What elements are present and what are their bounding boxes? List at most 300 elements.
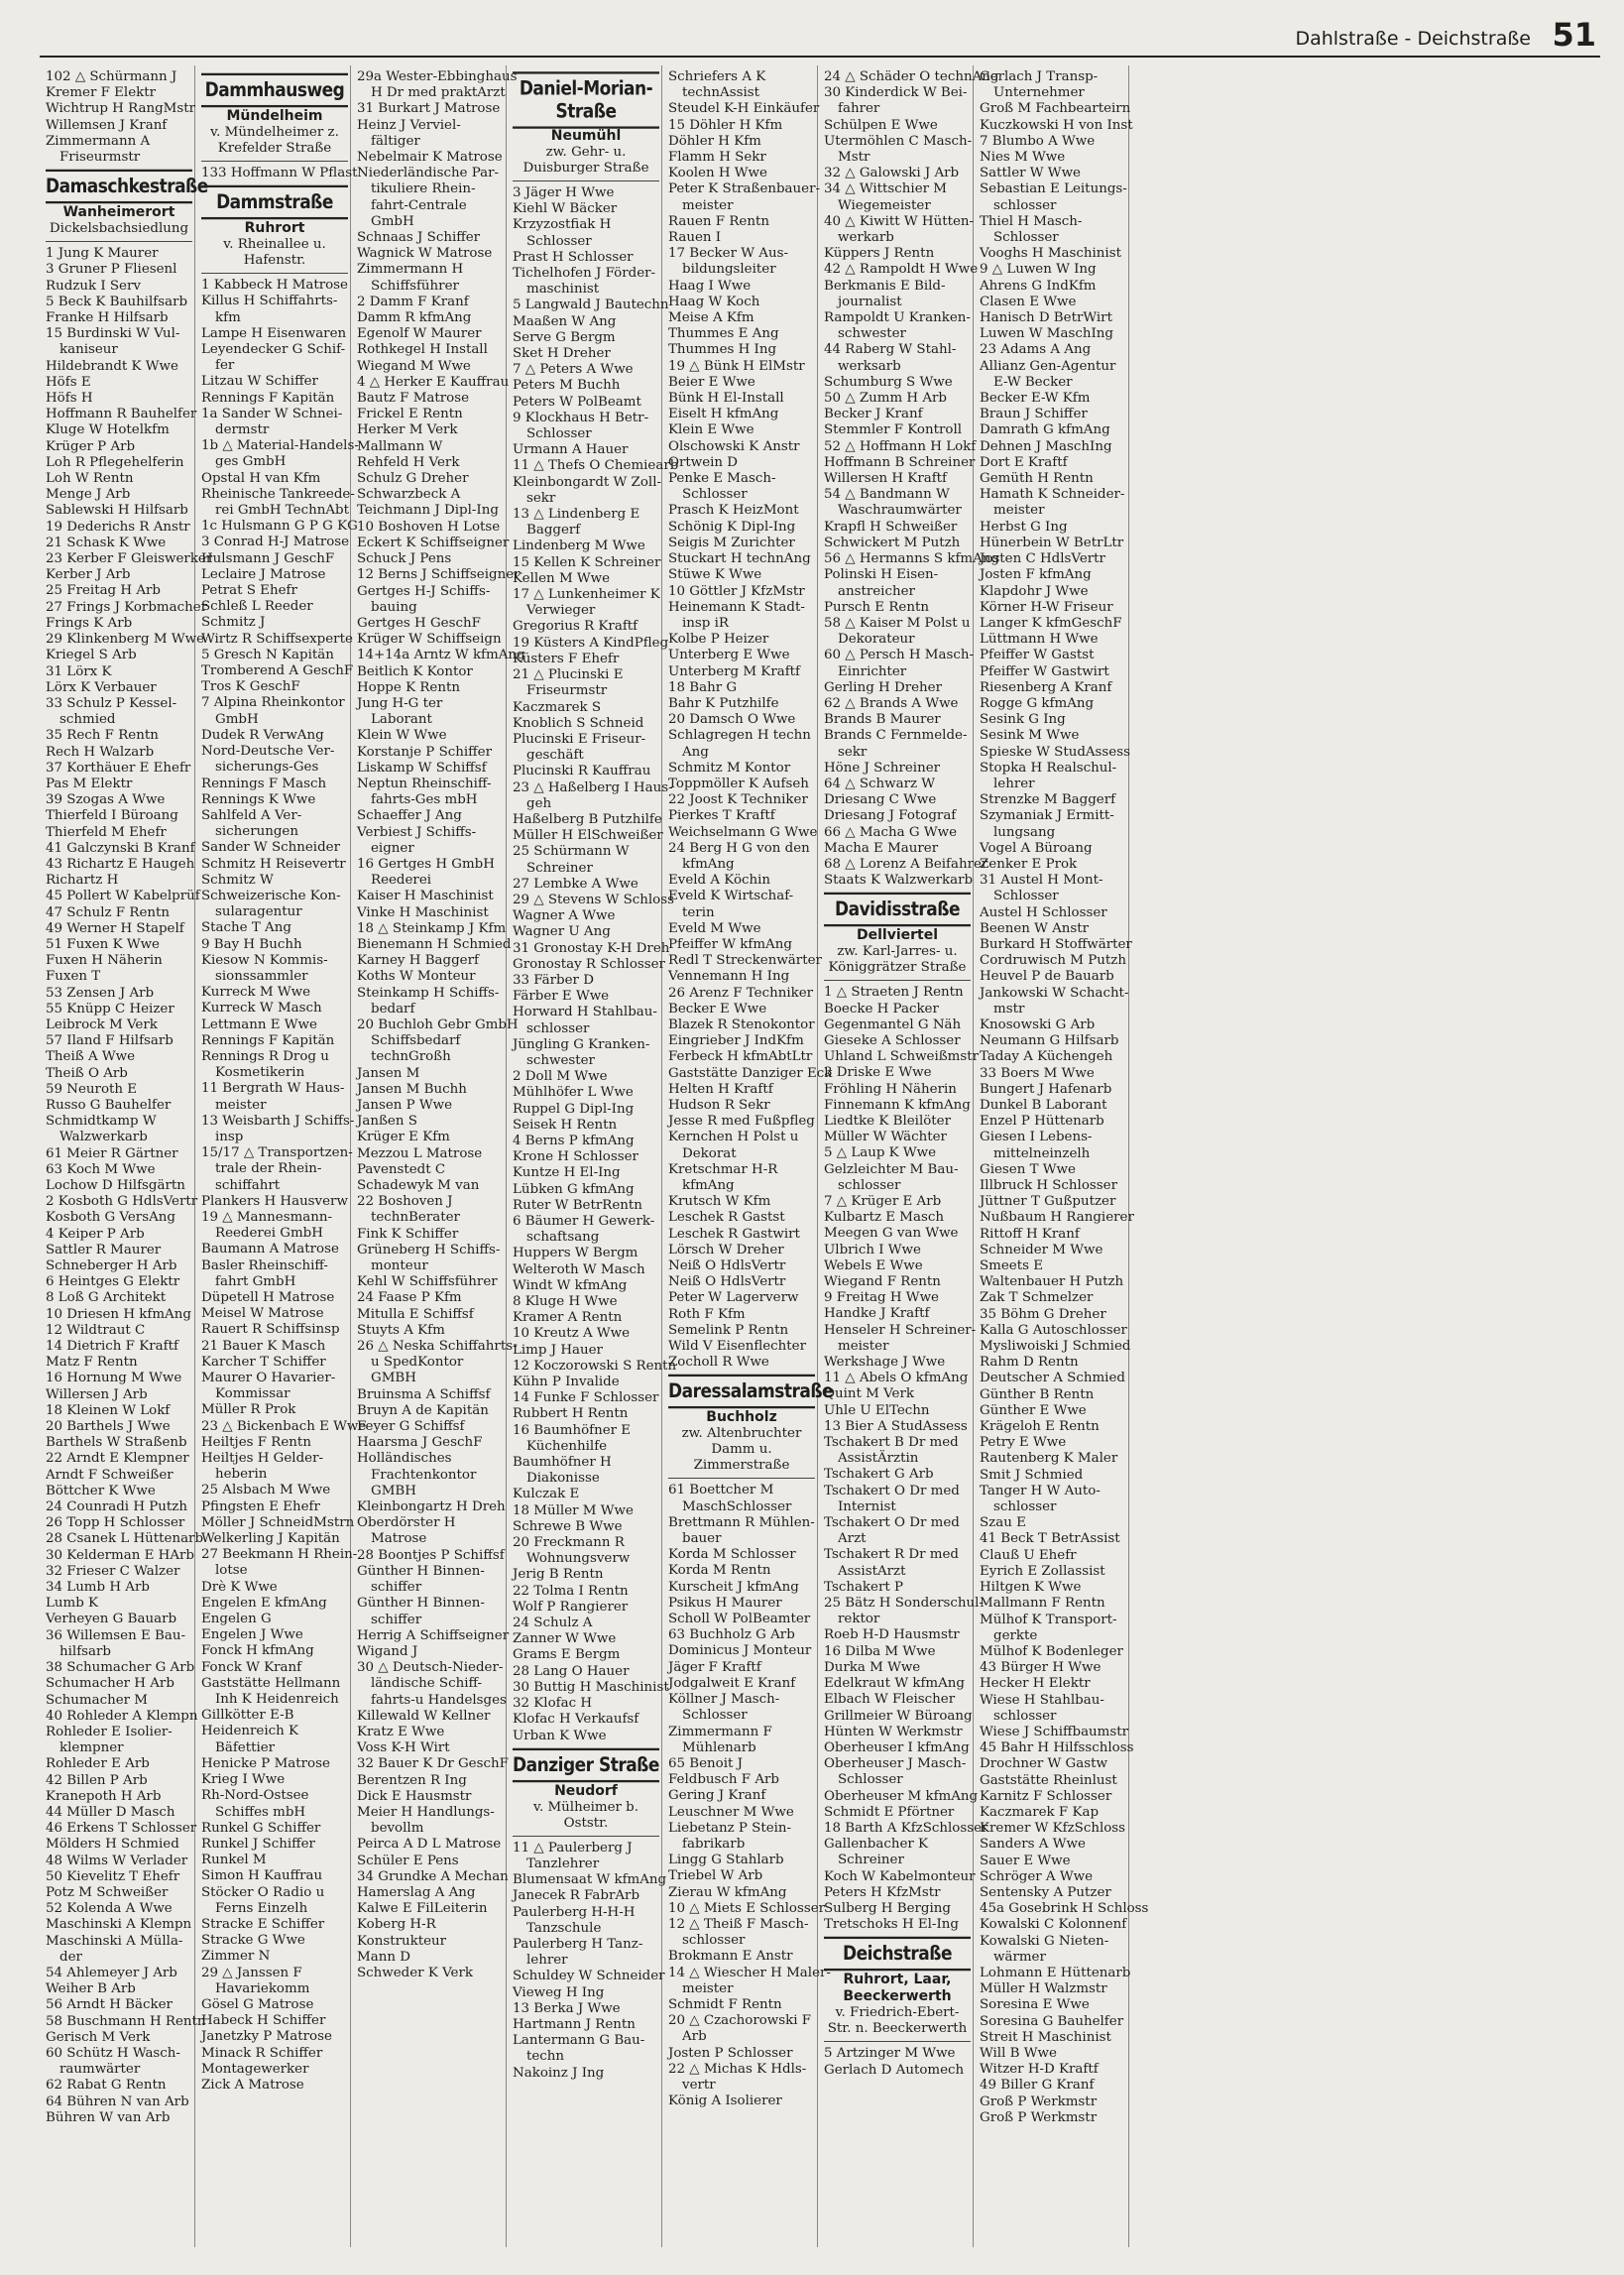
resident-entry: Thiel H Masch-	[980, 213, 1083, 229]
resident-entry: Hoffmann B Schreiner	[824, 454, 976, 470]
resident-entry: Peters H KfzMstr	[824, 1884, 941, 1900]
entry-continuation: Arb	[682, 2029, 707, 2045]
resident-entry: 11 △ Abels O kfmAng	[824, 1371, 969, 1386]
resident-entry: Ortwein D	[668, 454, 739, 470]
column-3	[351, 65, 525, 2247]
resident-entry: Peirca A D L Matrose	[357, 1837, 502, 1853]
resident-entry: Schadewyk M van	[357, 1178, 480, 1194]
resident-entry: Gerisch M Verk	[46, 2029, 151, 2045]
entry-continuation: schiffer	[371, 1580, 422, 1596]
resident-entry: Strenzke M Baggerf	[980, 792, 1116, 808]
entry-continuation: meister	[215, 1097, 267, 1113]
entry-continuation: Schlosser	[682, 1708, 748, 1724]
entry-continuation: GMBH	[371, 1483, 416, 1498]
resident-entry: 30 Kinderdick W Bei-	[824, 85, 968, 101]
resident-entry: 25 Freitag H Arb	[46, 583, 161, 599]
resident-entry: Willemsen J Kranf	[46, 117, 168, 133]
resident-entry: 43 Bürger H Wwe	[980, 1660, 1102, 1676]
resident-entry: Liskamp W Schiffsf	[357, 760, 487, 776]
resident-entry: Pas M Elektr	[46, 776, 133, 791]
entry-continuation: rei GmbH TechnAbt	[215, 503, 349, 519]
resident-entry: Schmitz W	[201, 872, 274, 888]
resident-entry: Welkerling J Kapitän	[201, 1531, 340, 1547]
resident-entry: Peters W PolBeamt	[513, 394, 641, 410]
resident-entry: Gronostay R Schlosser	[513, 956, 665, 972]
resident-entry: 19 △ Mannesmann-	[201, 1209, 333, 1225]
resident-entry: Mysliwoiski J Schmied	[980, 1339, 1131, 1355]
entry-continuation: Schlosser	[682, 487, 748, 503]
resident-entry: Rennings F Masch	[201, 776, 327, 791]
resident-entry: Sattler R Maurer	[46, 1242, 162, 1257]
resident-entry: 33 Färber D	[513, 972, 594, 988]
resident-entry: 25 Bätz H Sonderschul-	[824, 1596, 984, 1612]
entry-continuation: mstr	[993, 1001, 1025, 1017]
resident-entry: 31 Gronostay K-H Dreh	[513, 940, 670, 956]
resident-entry: Kiehl W Bäcker	[513, 201, 618, 217]
resident-entry: Hanisch D BetrWirt	[980, 310, 1112, 326]
resident-entry: Sahlfeld A Ver-	[201, 807, 302, 823]
entry-continuation: Verwieger	[526, 603, 596, 619]
resident-entry: Kremer W KfzSchloss	[980, 1821, 1126, 1837]
resident-entry: Eveld M Wwe	[668, 920, 761, 936]
resident-entry: 16 Hornung M Wwe	[46, 1371, 182, 1386]
resident-entry: Janßen S	[357, 1114, 417, 1130]
resident-entry: Feyer G Schiffsf	[357, 1419, 465, 1435]
resident-entry: 7 Alpina Rheinkontor	[201, 695, 345, 711]
resident-entry: 16 Dilba M Wwe	[824, 1643, 936, 1659]
resident-entry: Rittoff H Kranf	[980, 1226, 1080, 1242]
entry-continuation: lungsang	[993, 824, 1056, 840]
resident-entry: 24 Schulz A	[513, 1616, 593, 1631]
resident-entry: Wirtz R Schiffsexperte	[201, 631, 353, 647]
resident-entry: Janetzky P Matrose	[201, 2029, 332, 2045]
column-6	[818, 65, 999, 2247]
resident-entry: Josten P Schlosser	[668, 2045, 793, 2061]
resident-entry: Korstanje P Schiffer	[357, 744, 492, 760]
resident-entry: 27 Beekmann H Rhein-	[201, 1547, 358, 1563]
resident-entry: Gegenmantel G Näh	[824, 1017, 962, 1032]
resident-entry: Küsters F Ehefr	[513, 651, 620, 666]
resident-entry: Lochow D Hilfsgärtn	[46, 1178, 185, 1193]
resident-entry: Nebelmair K Matrose	[357, 150, 503, 166]
resident-entry: Stache T Ang	[201, 920, 291, 936]
resident-entry: Schneberger H Arb	[46, 1258, 177, 1274]
resident-entry: Schweder K Verk	[357, 1965, 473, 1980]
resident-entry: Leschek R Gastwirt	[668, 1226, 800, 1242]
resident-entry: Clauß U Ehefr	[980, 1547, 1077, 1563]
resident-entry: 8 Loß G Architekt	[46, 1290, 167, 1306]
resident-entry: Polinski H Eisen-	[824, 567, 939, 583]
resident-entry: Gering J Kranf	[668, 1788, 766, 1804]
entry-continuation: technBerater	[371, 1210, 460, 1226]
resident-entry: Wagner U Ang	[513, 924, 611, 940]
entry-continuation: Schiffes mbH	[215, 1804, 306, 1820]
resident-entry: Günther E Wwe	[980, 1402, 1087, 1418]
resident-entry: Kuczkowski H von Inst	[980, 117, 1133, 133]
resident-entry: Steudel K-H Einkäufer	[668, 101, 820, 117]
resident-entry: Dick E Hausmstr	[357, 1788, 472, 1804]
resident-entry: Lampe H Eisenwaren	[201, 325, 347, 341]
resident-entry: Stracke E Schiffer	[201, 1916, 325, 1932]
resident-entry: 52 △ Hoffmann H Lokf	[824, 438, 977, 454]
resident-entry: Fonck W Kranf	[201, 1659, 302, 1675]
column-8	[1129, 65, 1285, 2247]
resident-entry: Heidenreich K	[201, 1724, 298, 1739]
entry-continuation: Schlosser	[993, 889, 1059, 904]
resident-entry: Müller R Prok	[201, 1402, 296, 1418]
resident-entry: 51 Fuxen K Wwe	[46, 936, 160, 952]
resident-entry: 33 Boers M Wwe	[980, 1065, 1095, 1081]
resident-entry: Gerlach J Transp-	[980, 69, 1099, 84]
resident-entry: Eveld A Köchin	[668, 873, 771, 889]
resident-entry: 59 Neuroth E	[46, 1081, 138, 1097]
resident-entry: Heuvel P de Bauarb	[980, 969, 1114, 985]
resident-entry: Mölders H Schmied	[46, 1837, 179, 1853]
resident-entry: Kriegel S Arb	[46, 648, 137, 663]
resident-entry: 17 Becker W Aus-	[668, 246, 788, 262]
entry-continuation: Internist	[838, 1498, 896, 1514]
resident-entry: 9 Freitag H Wwe	[824, 1290, 939, 1306]
street-description: zw. Gehr- u. Duisburger Straße	[513, 145, 659, 181]
resident-entry: Austel H Schlosser	[980, 904, 1107, 920]
resident-entry: 13 △ Lindenberg E	[513, 507, 640, 523]
resident-entry: Utermöhlen C Masch-	[824, 133, 973, 149]
entry-continuation: bauing	[371, 599, 417, 615]
resident-entry: Giesen I Lebens-	[980, 1130, 1093, 1145]
resident-entry: Zocholl R Wwe	[668, 1355, 769, 1371]
entry-continuation: fahrt-Centrale	[371, 197, 467, 213]
resident-entry: Bruinsma A Schiffsf	[357, 1386, 491, 1402]
resident-entry: Schneider M Wwe	[980, 1242, 1103, 1257]
resident-entry: Müller H Walzmstr	[980, 1981, 1107, 1997]
resident-entry: 6 Bäumer H Gewerk-	[513, 1214, 655, 1229]
resident-entry: Plankers H Hausverw	[201, 1193, 348, 1209]
resident-entry: Schrewe B Wwe	[513, 1518, 623, 1534]
district-name: Mündelheim	[226, 108, 323, 124]
entry-continuation: Reederei GmbH	[215, 1226, 323, 1242]
street-description: zw. Karl-Jarres- u. Königgrätzer Straße	[824, 944, 971, 981]
resident-entry: Koberg H-R	[357, 1917, 436, 1933]
resident-entry: 24 Berg H G von den	[668, 840, 810, 856]
resident-entry: 64 Bühren N van Arb	[46, 2094, 189, 2109]
entry-continuation: schwester	[526, 1052, 595, 1068]
resident-entry: Szymaniak J Ermitt-	[980, 808, 1114, 824]
resident-entry: Unterberg M Kraftf	[668, 663, 800, 679]
resident-entry: Basler Rheinschiff-	[201, 1257, 328, 1273]
resident-entry: Niederländische Par-	[357, 166, 500, 181]
resident-entry: 15 Kellen K Schreiner	[513, 554, 661, 570]
resident-entry: Groß M Fachbearteirn	[980, 101, 1131, 117]
resident-entry: Feldbusch F Arb	[668, 1772, 779, 1788]
resident-entry: Taday A Küchengeh	[980, 1049, 1113, 1065]
resident-entry: Becker J Kranf	[824, 407, 923, 422]
resident-entry: Heiltjes F Rentn	[201, 1434, 311, 1450]
column-7	[974, 65, 1149, 2247]
entry-continuation: dermstr	[215, 422, 270, 438]
entry-continuation: tikuliere Rhein-	[371, 181, 476, 197]
resident-entry: 10 Boshoven H Lotse	[357, 519, 501, 535]
resident-entry: 49 Biller G Kranf	[980, 2078, 1095, 2094]
resident-entry: 5 Langwald J Bautechn	[513, 298, 669, 313]
resident-entry: Kurreck W Masch	[201, 1001, 322, 1017]
page-header	[40, 12, 1600, 58]
resident-entry: Jäger F Kraftf	[668, 1659, 761, 1675]
resident-entry: Karcher T Schiffer	[201, 1354, 326, 1370]
resident-entry: Fuxen H Näherin	[46, 953, 163, 969]
resident-entry: Willersen H Kraftf	[824, 471, 947, 487]
entry-continuation: GmbH	[371, 213, 414, 229]
resident-entry: Gertges H-J Schiffs-	[357, 583, 491, 599]
resident-entry: Schmitz H Reisevertr	[201, 856, 346, 872]
resident-entry: 26 Arenz F Techniker	[668, 985, 814, 1001]
resident-entry: 27 Lembke A Wwe	[513, 876, 638, 892]
resident-entry: Redl T Streckenwärter	[668, 953, 822, 969]
resident-entry: Fink K Schiffer	[357, 1226, 459, 1242]
resident-entry: 1b △ Material-Handels-	[201, 438, 359, 454]
resident-entry: 13 Bier A StudAssess	[824, 1418, 968, 1434]
resident-entry: 18 Barth A KfzSchlosser	[824, 1820, 988, 1836]
resident-entry: 35 Böhm G Dreher	[980, 1306, 1106, 1322]
resident-entry: Stöcker O Radio u	[201, 1884, 325, 1900]
resident-entry: Weiher B Arb	[46, 1981, 136, 1997]
resident-entry: 2 Kosboth G HdlsVertr	[46, 1194, 198, 1210]
resident-entry: 23 △ Haßelberg I Haus-	[513, 779, 673, 795]
resident-entry: Wagnick W Matrose	[357, 246, 493, 262]
resident-entry: 31 Austel H Mont-	[980, 873, 1103, 889]
resident-entry: 62 △ Brands A Wwe	[824, 695, 959, 711]
resident-entry: 54 Ahlemeyer J Arb	[46, 1965, 177, 1980]
resident-entry: Pierkes T Kraftf	[668, 808, 775, 824]
resident-entry: Thierfeld I Büroang	[46, 808, 178, 824]
resident-entry: Schmidt E Pförtner	[824, 1804, 955, 1820]
resident-entry: 24 △ Schäder O technAng	[824, 69, 999, 84]
resident-entry: Groß P Werkmstr	[980, 2094, 1098, 2109]
resident-entry: Karnitz F Schlosser	[980, 1788, 1112, 1804]
resident-entry: Clasen E Wwe	[980, 294, 1077, 309]
resident-entry: 22 △ Michas K Hdls-	[668, 2061, 807, 2077]
resident-entry: Hiltgen K Wwe	[980, 1580, 1082, 1596]
resident-entry: Pfeiffer W Gastwirt	[980, 663, 1109, 679]
resident-entry: Fonck H kfmAng	[201, 1643, 314, 1659]
resident-entry: 27 Frings J Korbmacher	[46, 599, 208, 615]
resident-entry: Zimmermann H	[357, 262, 464, 278]
resident-entry: Penke E Masch-	[668, 471, 776, 487]
resident-entry: 46 Erkens T Schlosser	[46, 1821, 197, 1837]
resident-entry: Lettmann E Wwe	[201, 1017, 317, 1032]
resident-entry: Vogel A Büroang	[980, 840, 1093, 856]
resident-entry: Kerber J Arb	[46, 567, 131, 583]
resident-entry: Stuyts A Kfm	[357, 1322, 445, 1338]
resident-entry: Deutscher A Schmied	[980, 1371, 1125, 1386]
resident-entry: Vieweg H Ing	[513, 1984, 605, 2000]
resident-entry: Franke H Hilfsarb	[46, 310, 169, 326]
entry-continuation: wärmer	[993, 1949, 1046, 1965]
resident-entry: Haarsma J GeschF	[357, 1435, 483, 1451]
resident-entry: 32 Frieser C Walzer	[46, 1563, 180, 1579]
entry-continuation: vertr	[682, 2077, 716, 2093]
resident-entry: Kellen M Wwe	[513, 570, 611, 586]
entry-continuation: maschinist	[526, 282, 600, 298]
resident-entry: Koolen H Wwe	[668, 166, 767, 181]
resident-entry: Grams E Bergm	[513, 1647, 621, 1663]
resident-entry: 33 Schulz P Kessel-	[46, 695, 177, 711]
entry-continuation: Baggerf	[526, 523, 581, 539]
resident-entry: Lüttmann H Wwe	[980, 632, 1099, 648]
entry-continuation: H Dr med praktArzt	[371, 85, 506, 101]
resident-entry: Kulbartz E Masch	[824, 1210, 944, 1226]
resident-entry: 29 Klinkenberg M Wwe	[46, 632, 204, 648]
entry-continuation: GMBH	[371, 1371, 416, 1386]
entry-continuation: hilfsarb	[59, 1643, 111, 1659]
street-description: v. Friedrich-Ebert-Str. n. Beeckerwerth	[824, 2005, 971, 2042]
resident-entry: 15 Burdinski W Vul-	[46, 326, 180, 342]
entry-continuation: bauer	[682, 1531, 722, 1547]
resident-entry: Schmitz J	[201, 615, 266, 631]
column-5	[662, 65, 834, 2247]
resident-entry: Brokmann E Anstr	[668, 1949, 793, 1965]
resident-entry: Zierau W kfmAng	[668, 1884, 787, 1900]
resident-entry: Heiltjes H Gelder-	[201, 1451, 324, 1467]
resident-entry: Kremer F Elektr	[46, 85, 157, 101]
resident-entry: 18 Kleinen W Lokf	[46, 1402, 171, 1418]
entry-continuation: terin	[682, 904, 715, 920]
resident-entry: Schmidt F Rentn	[668, 1996, 782, 2012]
resident-entry: Jansen M Buchh	[357, 1081, 467, 1097]
resident-entry: Runkel G Schiffer	[201, 1820, 321, 1836]
column-1	[40, 65, 213, 2247]
street-description: v. Mündelheimer z. Krefelder Straße	[201, 125, 348, 162]
street-heading: Damaschkestraße	[46, 170, 192, 204]
entry-continuation: Arzt	[838, 1531, 867, 1547]
resident-entry: Klein W Wwe	[357, 728, 447, 744]
resident-entry: Langer K kfmGeschF	[980, 615, 1122, 631]
resident-entry: Mallmann W	[357, 438, 443, 454]
resident-entry: 60 △ Persch H Masch-	[824, 648, 974, 663]
entry-continuation: geschäft	[526, 748, 584, 764]
resident-entry: Ahrens G IndKfm	[980, 278, 1097, 294]
resident-entry: Janecek R FabrArb	[513, 1888, 640, 1904]
resident-entry: Sesink M Wwe	[980, 728, 1080, 744]
resident-entry: 35 Rech F Rentn	[46, 728, 159, 744]
resident-entry: 26 △ Neska Schiffahrts-	[357, 1339, 518, 1355]
entry-continuation: Schlosser	[526, 426, 592, 442]
entry-continuation: Matrose	[371, 1531, 427, 1547]
entry-continuation: lehrer	[993, 776, 1035, 791]
resident-entry: Sauer E Wwe	[980, 1853, 1071, 1868]
resident-entry: 45 Bahr H Hilfsschloss	[980, 1740, 1134, 1756]
resident-entry: Triebel W Arb	[668, 1868, 763, 1884]
resident-entry: 7 Blumbo A Wwe	[980, 133, 1096, 149]
resident-entry: 60 Schütz H Wasch-	[46, 2045, 180, 2061]
street-heading: Danziger Straße	[513, 1747, 659, 1782]
resident-entry: 41 Beck T BetrAssist	[980, 1531, 1120, 1547]
resident-entry: 3 Driske E Wwe	[824, 1065, 932, 1081]
resident-entry: Bautz F Matrose	[357, 391, 470, 407]
resident-entry: Gaststätte Hellmann	[201, 1675, 341, 1691]
resident-entry: Litzau W Schiffer	[201, 374, 318, 390]
resident-entry: Jansen P Wwe	[357, 1098, 453, 1113]
entry-continuation: schwester	[838, 326, 906, 342]
resident-entry: 1 Kabbeck H Matrose	[201, 278, 348, 294]
entry-continuation: fer	[215, 358, 235, 374]
resident-entry: 61 Meier R Gärtner	[46, 1145, 178, 1161]
resident-entry: Tschakert P	[824, 1579, 904, 1595]
resident-entry: Oberheuser I kfmAng	[824, 1739, 970, 1755]
resident-entry: Peter W Lagerverw	[668, 1290, 799, 1306]
resident-entry: 24 Counradi H Putzh	[46, 1499, 187, 1515]
entry-continuation: raumwärter	[59, 2062, 141, 2078]
resident-entry: 30 Kelderman E HArb	[46, 1547, 194, 1563]
resident-entry: 49 Werner H Stapelf	[46, 920, 184, 936]
resident-entry: 39 Szogas A Wwe	[46, 792, 166, 808]
resident-entry: 22 Joost K Techniker	[668, 792, 808, 808]
resident-entry: Vooghs H Maschinist	[980, 246, 1121, 262]
entry-continuation: schlosser	[838, 1177, 901, 1193]
resident-entry: 16 Gertges H GmbH	[357, 856, 495, 872]
entry-continuation: technAssist	[682, 85, 760, 101]
entry-continuation: insp	[215, 1129, 244, 1144]
resident-entry: Driesang J Fotograf	[824, 808, 957, 824]
resident-entry: 18 Bahr G	[668, 679, 738, 695]
resident-entry: 63 Koch M Wwe	[46, 1161, 156, 1177]
resident-entry: Wild V Eisenflechter	[668, 1339, 807, 1355]
resident-entry: Rohleder E Arb	[46, 1756, 150, 1772]
street-heading: Daressalamstraße	[668, 1375, 815, 1409]
resident-entry: Günther B Rentn	[980, 1386, 1095, 1402]
resident-entry: Prast H Schlosser	[513, 249, 634, 265]
resident-entry: Zenker E Prok	[980, 856, 1078, 872]
resident-entry: 1a Sander W Schnei-	[201, 406, 343, 421]
entry-continuation: techn	[526, 2049, 565, 2065]
resident-entry: Jüttner T Gußputzer	[980, 1194, 1116, 1210]
entry-continuation: meister	[682, 1980, 734, 1996]
resident-entry: 20 Freckmann R	[513, 1535, 625, 1551]
resident-entry: Szau E	[980, 1515, 1026, 1531]
resident-entry: Beitlich K Kontor	[357, 663, 473, 679]
street-description: v. Rheinallee u. Hafenstr.	[201, 237, 348, 274]
resident-entry: Opstal H van Kfm	[201, 470, 321, 486]
resident-entry: Rennings R Drog u	[201, 1048, 329, 1064]
resident-entry: 50 Kievelitz T Ehefr	[46, 1868, 180, 1884]
resident-entry: Tanger H W Auto-	[980, 1483, 1101, 1498]
resident-entry: 54 △ Bandmann W	[824, 487, 950, 503]
resident-entry: König A Isolierer	[668, 2094, 782, 2109]
resident-entry: Kretschmar H-R	[668, 1161, 778, 1177]
entry-continuation: klempner	[59, 1740, 124, 1756]
resident-entry: Rehfeld H Verk	[357, 454, 460, 470]
entry-continuation: Schlosser	[526, 233, 592, 249]
district-name: Wanheimerort	[62, 204, 175, 221]
resident-entry: 9 △ Luwen W Ing	[980, 262, 1097, 278]
street-heading: Davidisstraße	[824, 893, 971, 927]
entry-continuation: anstreicher	[838, 583, 915, 599]
resident-entry: Willersen J Arb	[46, 1386, 148, 1402]
resident-entry: Thummes H Ing	[668, 342, 777, 358]
resident-entry: Kowalski C Kolonnenf	[980, 1917, 1127, 1933]
entry-continuation: sionssammler	[215, 968, 308, 984]
entry-continuation: werkarb	[838, 230, 894, 246]
resident-entry: Schwarzbeck A	[357, 487, 461, 503]
resident-entry: Koch W Kabelmonteur	[824, 1868, 976, 1884]
resident-entry: 53 Zensen J Arb	[46, 985, 155, 1001]
resident-entry: Zimmer N	[201, 1949, 271, 1965]
resident-entry: Hoppe K Rentn	[357, 679, 460, 695]
resident-entry: Tros K GeschF	[201, 679, 300, 695]
entry-continuation: schlosser	[993, 1708, 1057, 1724]
resident-entry: Witzer H-D Kraftf	[980, 2062, 1099, 2078]
resident-entry: 1 Jung K Maurer	[46, 246, 159, 262]
entry-continuation: Dekorat	[682, 1145, 737, 1161]
